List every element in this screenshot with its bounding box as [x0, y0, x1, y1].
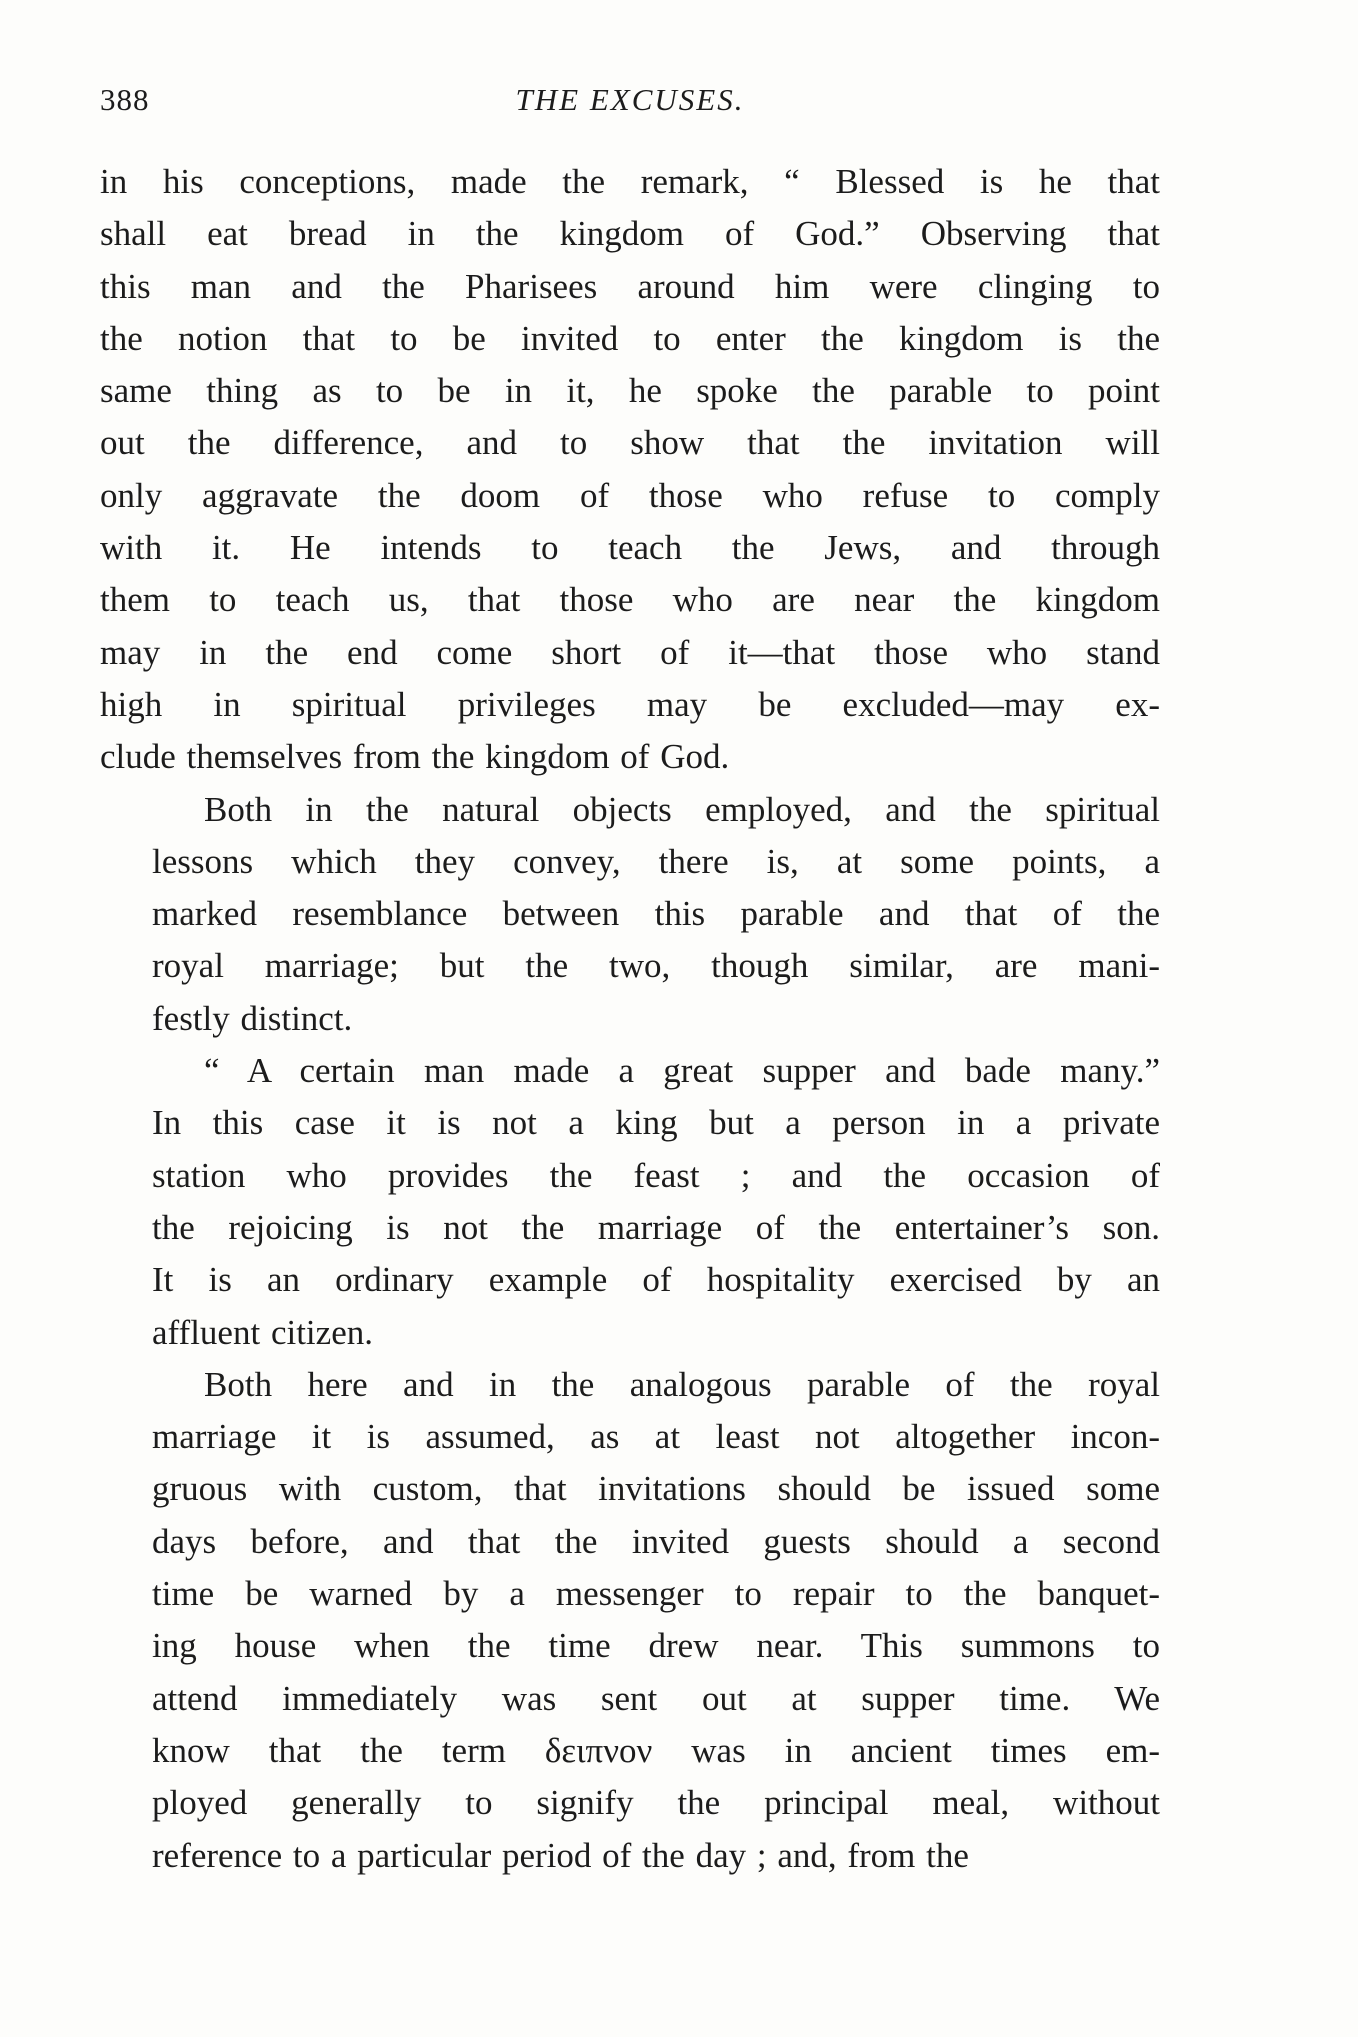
text-line: time be warned by a messenger to repair to the banquet- — [152, 1574, 1160, 1614]
paragraph — [100, 784, 1160, 1045]
text-line: lessons which they convey, there is, at some points, a — [152, 841, 1160, 881]
text-line: ployed generally to signify the principal meal, without — [152, 1783, 1160, 1823]
text-line: festly distinct. — [152, 998, 353, 1038]
text-line: clude themselves from the kingdom of God. — [100, 737, 730, 777]
text-line: In this case it is not a king but a person in a private — [152, 1103, 1160, 1143]
text-line: reference to a particular period of the day ; and, from the — [152, 1835, 969, 1875]
text-line: know that the term δειπνον was in ancient times em- — [152, 1730, 1160, 1770]
running-head: THE EXCUSES. — [515, 82, 745, 117]
text-line: attend immediately was sent out at supper time. We — [152, 1678, 1160, 1718]
text-line: station who provides the feast ; and the occasion of — [152, 1155, 1160, 1195]
text-line: ing house when the time drew near. This summons to — [152, 1626, 1160, 1666]
text-line: them to teach us, that those who are near the kingdom — [100, 580, 1160, 620]
text-line: this man and the Pharisees around him were clinging to — [100, 266, 1160, 306]
paragraph — [100, 1359, 1160, 1882]
text-line: royal marriage; but the two, though similar, are mani- — [152, 946, 1160, 986]
text-line: affluent citizen. — [152, 1312, 373, 1352]
text-line: It is an ordinary example of hospitality exercised by an — [152, 1260, 1160, 1300]
text-line: shall eat bread in the kingdom of God.” Observing that — [100, 214, 1160, 254]
text-line: Both here and in the analogous parable of the royal — [204, 1364, 1160, 1404]
text-line: with it. He intends to teach the Jews, and through — [100, 528, 1160, 568]
paragraph — [100, 156, 1160, 784]
text-line: out the difference, and to show that the invitation will — [100, 423, 1160, 463]
text-line: in his conceptions, made the remark, “ Blessed is he that — [100, 162, 1160, 201]
text-line: Both in the natural objects employed, and the spiritual — [204, 789, 1160, 829]
page-header — [100, 82, 1160, 130]
body-text — [100, 156, 1160, 1882]
text-line: marked resemblance between this parable and that of the — [152, 894, 1160, 934]
text-line: the notion that to be invited to enter the kingdom is the — [100, 318, 1160, 358]
text-line: only aggravate the doom of those who refuse to comply — [100, 475, 1160, 515]
text-line: “ A certain man made a great supper and bade many.” — [204, 1051, 1160, 1091]
text-line: days before, and that the invited guests should a second — [152, 1521, 1160, 1561]
text-line: gruous with custom, that invitations should be issued some — [152, 1469, 1160, 1509]
page-number: 388 — [100, 82, 150, 117]
text-line: may in the end come short of it—that those who stand — [100, 632, 1160, 672]
paragraph — [100, 1045, 1160, 1359]
text-line: high in spiritual privileges may be excluded—may ex- — [100, 684, 1160, 724]
text-line: same thing as to be in it, he spoke the parable to point — [100, 371, 1160, 411]
text-line: marriage it is assumed, as at least not altogether incon- — [152, 1417, 1160, 1457]
text-line: the rejoicing is not the marriage of the entertainer’s son. — [152, 1207, 1160, 1247]
